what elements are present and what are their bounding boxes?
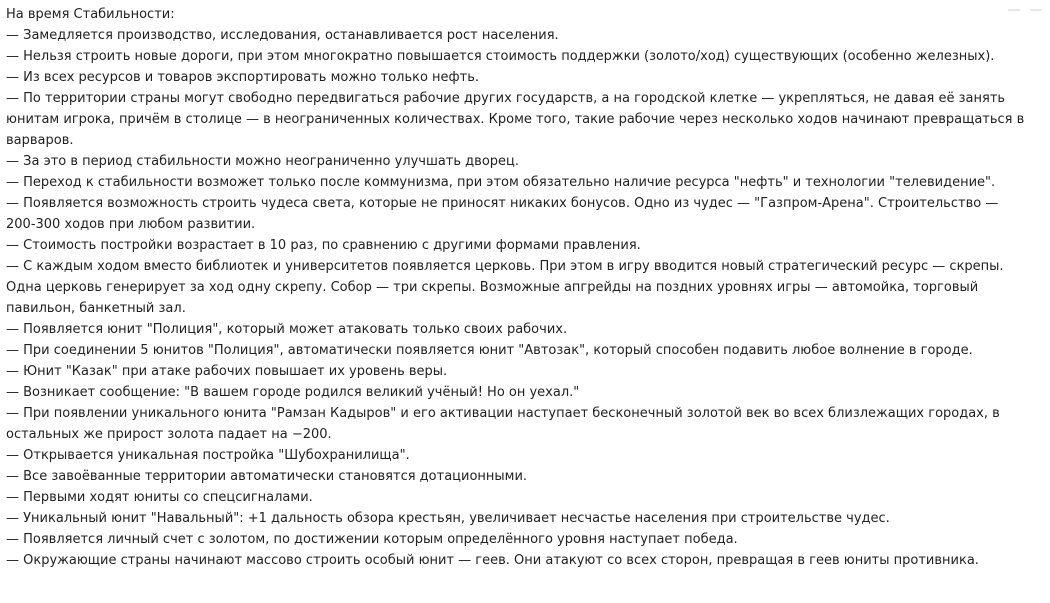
- faint-corner-mark: [1030, 9, 1042, 11]
- list-item: — Уникальный юнит "Навальный": +1 дальность обзора крестьян, увеличивает несчастье населения при строительстве чудес.: [6, 511, 890, 526]
- list-item: — При соединении 5 юнитов "Полиция", автоматически появляется юнит "Автозак", который способен подавить любое волнение в городе.: [6, 343, 973, 358]
- faint-corner-mark: [1008, 9, 1020, 11]
- list-item: — Окружающие страны начинают массово строить особый юнит — геев. Они атакуют со всех сторон, превращая в геев юниты противника.: [6, 553, 979, 568]
- list-item: — Возникает сообщение: "В вашем городе родился великий учёный! Но он уехал.": [6, 385, 580, 400]
- list-item: — Появляется юнит "Полиция", который может атаковать только своих рабочих.: [6, 322, 568, 337]
- list-item: — Юнит "Казак" при атаке рабочих повышает их уровень веры.: [6, 364, 448, 379]
- section-heading: На время Стабильности:: [6, 7, 175, 22]
- list-item: — С каждым ходом вместо библиотек и университетов появляется церковь. При этом в игру вводится новый стратегический ресурс — скрепы. Одна церковь генерирует за ход одну скрепу. Собор — три скрепы. Возможные апгрейды на поздних уровнях игры — автомойка, торговый павильон, банкетный зал.: [6, 259, 1004, 316]
- list-item: — Открывается уникальная постройка "Шубохранилища".: [6, 448, 410, 463]
- list-item: — Появляется возможность строить чудеса света, которые не приносят никаких бонусов. Одно из чудес — "Газпром-Арена". Строительство — 200-300 ходов при любом развитии.: [6, 196, 999, 232]
- list-item: — Из всех ресурсов и товаров экспортировать можно только нефть.: [6, 70, 480, 85]
- list-item: — Первыми ходят юниты со спецсигналами.: [6, 490, 313, 505]
- list-item: — Все завоёванные территории автоматически становятся дотационными.: [6, 469, 528, 484]
- list-item: — Переход к стабильности возможет только после коммунизма, при этом обязательно наличие ресурса "нефть" и технологии "телевидение".: [6, 175, 996, 190]
- list-item: — Стоимость постройки возрастает в 10 раз, по сравнению с другими формами правления.: [6, 238, 641, 253]
- list-item: — Появляется личный счет с золотом, по достижении которым определённого уровня наступает победа.: [6, 532, 738, 547]
- list-item: — При появлении уникального юнита "Рамзан Кадыров" и его активации наступает бесконечный золотой век во всех близлежащих городах, в остальных же прирост золота падает на −200.: [6, 406, 1000, 442]
- list-item: — По территории страны могут свободно передвигаться рабочие других государств, а на городской клетке — укрепляться, не давая её занять юнитам игрока, причём в столице — в неограниченных количествах. Кроме того, такие рабочие через несколько ходов начинают превращаться в варваров.: [6, 91, 1025, 148]
- list-item: — Нельзя строить новые дороги, при этом многократно повышается стоимость поддержки (золото/ход) существующих (особенно железных).: [6, 49, 995, 64]
- list-item: — За это в период стабильности можно неограниченно улучшать дворец.: [6, 154, 520, 169]
- list-item: — Замедляется производство, исследования, останавливается рост населения.: [6, 28, 559, 43]
